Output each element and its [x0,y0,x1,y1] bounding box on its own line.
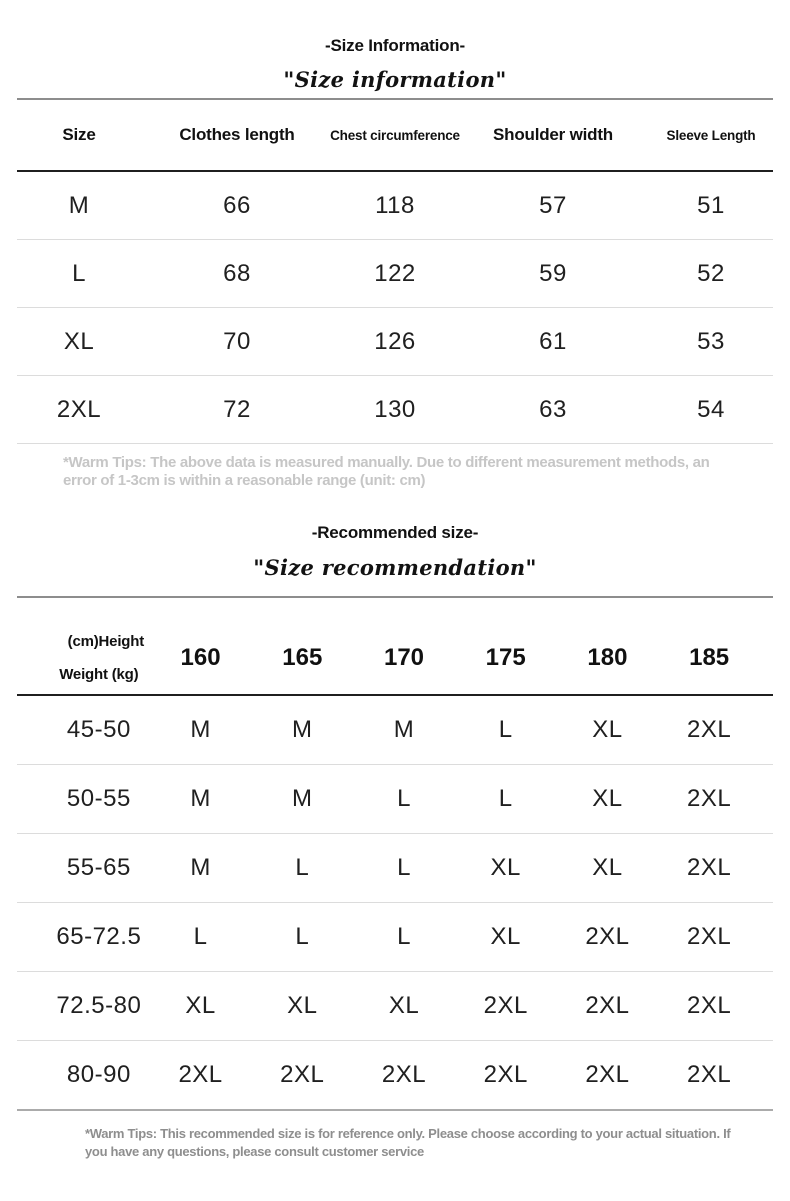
sleeve-length-value: 51 [697,191,725,219]
column-header-height-180: 180 [587,644,628,671]
chest-circumference-value: 130 [374,395,416,423]
size-table-row-m [0,172,790,239]
shoulder-width-value: 61 [539,327,567,355]
recommended-size: XL [490,923,521,950]
recommendation-note-line-2: you have any questions, please consult customer service [85,1144,424,1159]
recommend-table-row [0,765,790,833]
size-table-row-xl [0,308,790,375]
recommended-size: 2XL [687,785,732,812]
recommended-size: XL [388,992,420,1019]
recommended-size: L [295,854,310,881]
column-header-height-175: 175 [485,644,526,671]
weight-range-label: 65-72.5 [56,923,142,950]
recommendation-note-line-1: *Warm Tips: This recommended size is for reference only. Please choose according to your actual situation. If [85,1126,731,1141]
measurement-note-line-1: *Warm Tips: The above data is measured manually. Due to different measurement methods, an [63,454,710,471]
size-table-row-l [0,240,790,307]
size-table-row-2xl [0,376,790,443]
chest-circumference-value: 122 [374,259,416,287]
recommended-size: 2XL [280,1061,325,1088]
recommended-size: XL [287,992,318,1019]
size-label: L [72,259,86,287]
recommended-size: 2XL [381,1061,427,1088]
weight-range-label: 45-50 [66,716,131,743]
size-label: 2XL [56,395,102,423]
size-information-heading: -Size Information- [325,36,465,55]
recommend-table-row [0,1041,790,1109]
column-header-shoulder-width: Shoulder width [493,125,613,144]
recommended-size: 2XL [687,716,732,743]
weight-range-label: 72.5-80 [56,992,142,1019]
recommended-size: XL [592,785,623,812]
measurement-note [63,454,790,490]
recommended-size: 2XL [687,1061,732,1088]
size-information-subheading: "Size information" [283,67,507,92]
row-separator [17,443,773,444]
recommended-size: XL [592,854,623,881]
recommended-size: M [292,785,313,812]
clothes-length-value: 66 [223,191,251,219]
recommended-size: XL [490,854,521,881]
recommended-size: 2XL [687,923,732,950]
divider [17,1109,773,1111]
column-header-height-165: 165 [282,644,323,671]
sleeve-length-value: 53 [697,327,725,355]
weight-range-label: 50-55 [66,785,131,812]
recommend-table-header-row [0,598,790,694]
shoulder-width-value: 63 [539,395,567,423]
column-header-chest-circumference: Chest circumference [330,127,460,143]
clothes-length-value: 70 [223,327,251,355]
recommend-table-row [0,834,790,902]
recommend-table-row [0,696,790,764]
clothes-length-value: 72 [223,395,251,423]
recommended-size-heading: -Recommended size- [311,523,479,542]
recommended-size: M [393,716,415,743]
recommended-size: 2XL [687,992,732,1019]
column-header-height-185: 185 [689,644,730,671]
size-label: M [68,191,90,219]
recommended-size: M [190,716,211,743]
recommended-size: L [397,923,411,950]
column-header-sleeve-length: Sleeve Length [666,127,756,143]
weight-range-label: 55-65 [66,854,131,881]
recommended-size: 2XL [483,1061,528,1088]
chest-circumference-value: 126 [374,327,416,355]
recommended-size: L [397,854,411,881]
weight-range-label: 80-90 [66,1061,131,1088]
recommendation-note [85,1125,790,1161]
shoulder-width-value: 59 [539,259,567,287]
size-table-header-row [0,100,790,170]
recommended-size: L [498,785,513,812]
recommended-size: 2XL [585,1061,630,1088]
corner-header-height-weight [48,633,150,683]
recommended-size: L [193,923,208,950]
shoulder-width-value: 57 [539,191,567,219]
recommended-size-subheading: "Size recommendation" [253,555,537,580]
recommended-size: L [498,716,513,743]
recommend-table-row [0,972,790,1040]
recommended-size: XL [592,716,623,743]
recommended-size: 2XL [585,923,630,950]
column-header-height-160: 160 [180,644,221,671]
column-header-clothes-length: Clothes length [179,125,295,144]
recommended-size: 2XL [687,854,732,881]
clothes-length-value: 68 [223,259,251,287]
measurement-note-line-2: error of 1-3cm is within a reasonable range (unit: cm) [63,472,426,489]
recommended-size: L [397,785,411,812]
size-label: XL [63,327,95,355]
weight-unit-label: Weight (kg) [59,666,139,683]
recommended-size: M [190,854,211,881]
recommended-size: XL [185,992,216,1019]
recommended-size: 2XL [483,992,528,1019]
recommended-size: 2XL [585,992,630,1019]
recommended-size: M [190,785,211,812]
recommended-size: L [295,923,310,950]
chest-circumference-value: 118 [375,191,415,219]
recommend-table-row [0,903,790,971]
sleeve-length-value: 54 [697,395,725,423]
recommended-size: 2XL [178,1061,223,1088]
height-unit-label: (cm)Height [67,633,145,650]
sleeve-length-value: 52 [697,259,725,287]
column-header-height-170: 170 [383,644,425,671]
recommended-size: M [292,716,313,743]
column-header-size: Size [62,125,96,144]
